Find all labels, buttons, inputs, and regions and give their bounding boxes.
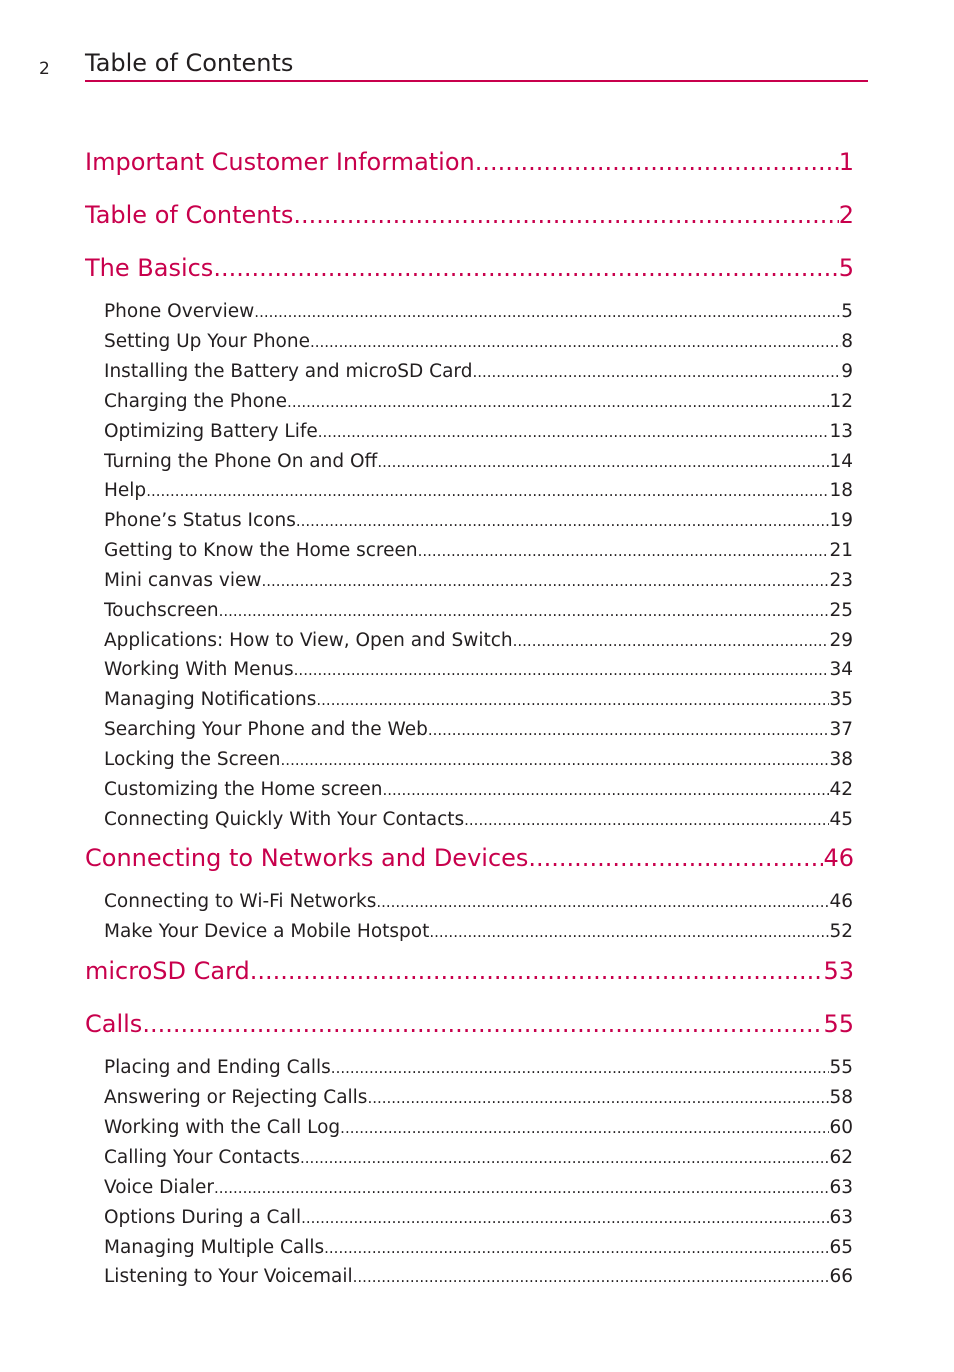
toc-entry-page: 46 (829, 891, 853, 912)
toc-section-home-screen[interactable] (104, 540, 853, 566)
toc-entry-label: Touchscreen (104, 600, 219, 621)
toc-entry-page: 23 (829, 570, 853, 591)
toc-entry-page: 37 (829, 719, 853, 740)
toc-entry-page: 5 (838, 254, 854, 282)
toc-entry-page: 62 (829, 1147, 853, 1168)
toc-entry-page: 55 (829, 1057, 853, 1078)
toc-entry-page: 12 (829, 391, 853, 412)
toc-entry-label: microSD Card (85, 957, 250, 985)
toc-entry-page: 29 (829, 630, 853, 651)
toc-entry-page: 66 (829, 1266, 853, 1287)
toc-entry-page: 21 (829, 540, 853, 561)
toc-section-touchscreen[interactable] (104, 600, 853, 626)
toc-entry-page: 13 (829, 421, 853, 442)
toc-entry-label: Managing Multiple Calls (104, 1237, 325, 1258)
toc-entry-page: 8 (841, 331, 853, 352)
dot-leader (146, 482, 829, 500)
toc-entry-label: Connecting to Networks and Devices (85, 844, 529, 872)
dot-leader (296, 512, 830, 530)
toc-entry-label: Calling Your Contacts (104, 1147, 301, 1168)
dot-leader (472, 363, 841, 381)
dot-leader (300, 1149, 829, 1167)
toc-entry-page: 63 (829, 1207, 853, 1228)
toc-entry-label: Applications: How to View, Open and Switch (104, 630, 513, 651)
toc-section-voicemail[interactable] (104, 1266, 853, 1292)
toc-section-options-during-call[interactable] (104, 1207, 853, 1233)
toc-entry-label: Searching Your Phone and the Web (104, 719, 428, 740)
toc-section-optimizing-battery-life[interactable] (104, 421, 853, 447)
toc-entry-label: Setting Up Your Phone (104, 331, 310, 352)
dot-leader (418, 542, 830, 560)
toc-section-working-with-menus[interactable] (104, 659, 853, 685)
toc-chapter-important-customer-information[interactable] (85, 148, 854, 182)
toc-entry-page: 55 (823, 1010, 854, 1038)
dot-leader (213, 254, 838, 282)
toc-section-turning-phone-on-off[interactable] (104, 451, 853, 477)
toc-entry-page: 65 (829, 1237, 853, 1258)
toc-entry-page: 60 (829, 1117, 853, 1138)
toc-chapter-microsd-card[interactable] (85, 957, 854, 991)
toc-section-multiple-calls[interactable] (104, 1237, 853, 1263)
toc-entry-label: Managing Notifications (104, 689, 317, 710)
toc-section-managing-notifications[interactable] (104, 689, 853, 715)
toc-entry-page: 2 (838, 201, 854, 229)
toc-section-installing-battery[interactable] (104, 361, 853, 387)
dot-leader (316, 691, 829, 709)
toc-entry-label: Placing and Ending Calls (104, 1057, 331, 1078)
toc-entry-label: Important Customer Information (85, 148, 475, 176)
dot-leader (294, 661, 830, 679)
toc-entry-label: Working With Menus (104, 659, 294, 680)
toc-section-mobile-hotspot[interactable] (104, 921, 853, 947)
toc-entry-label: Listening to Your Voicemail (104, 1266, 353, 1287)
toc-section-answering-rejecting[interactable] (104, 1087, 853, 1113)
toc-entry-label: Charging the Phone (104, 391, 288, 412)
toc-chapter-calls[interactable] (85, 1010, 854, 1044)
toc-entry-page: 5 (841, 301, 853, 322)
toc-entry-page: 9 (841, 361, 853, 382)
toc-entry-page: 18 (829, 480, 853, 501)
dot-leader (429, 923, 829, 941)
toc-entry-label: Voice Dialer (104, 1177, 214, 1198)
running-title: Table of Contents (85, 49, 294, 77)
toc-section-call-log[interactable] (104, 1117, 853, 1143)
toc-entry-label: Optimizing Battery Life (104, 421, 318, 442)
toc-entry-label: Locking the Screen (104, 749, 281, 770)
toc-entry-label: Help (104, 480, 147, 501)
page-number: 2 (39, 59, 50, 79)
toc-section-wifi-networks[interactable] (104, 891, 853, 917)
dot-leader (324, 1239, 829, 1257)
toc-entry-page: 53 (823, 957, 854, 985)
toc-entry-label: Customizing the Home screen (104, 779, 383, 800)
dot-leader (250, 957, 824, 985)
toc-entry-label: Phone’s Status Icons (104, 510, 296, 531)
toc-entry-page: 42 (829, 779, 853, 800)
toc-entry-label: Working with the Call Log (104, 1117, 341, 1138)
toc-entry-page: 14 (829, 451, 853, 472)
toc-section-customizing-home-screen[interactable] (104, 779, 853, 805)
dot-leader (353, 1268, 830, 1286)
dot-leader (331, 1059, 830, 1077)
toc-entry-label: Table of Contents (85, 201, 294, 229)
dot-leader (428, 721, 830, 739)
toc-entry-page: 34 (829, 659, 853, 680)
toc-chapter-connecting-networks[interactable] (85, 844, 854, 878)
toc-entry-label: Phone Overview (104, 301, 255, 322)
dot-leader (382, 781, 829, 799)
dot-leader (475, 148, 839, 176)
toc-section-help[interactable] (104, 480, 853, 506)
toc-entry-page: 35 (829, 689, 853, 710)
dot-leader (214, 1179, 829, 1197)
toc-section-calling-contacts[interactable] (104, 1147, 853, 1173)
toc-entry-page: 25 (829, 600, 853, 621)
toc-section-setting-up-your-phone[interactable] (104, 331, 853, 357)
dot-leader (301, 1209, 829, 1227)
toc-entry-page: 63 (829, 1177, 853, 1198)
dot-leader (281, 751, 830, 769)
header-rule (85, 80, 868, 82)
toc-section-connecting-contacts[interactable] (104, 809, 853, 835)
toc-section-applications[interactable] (104, 630, 853, 656)
toc-section-charging-the-phone[interactable] (104, 391, 853, 417)
dot-leader (287, 393, 829, 411)
dot-leader (513, 632, 830, 650)
dot-leader (367, 1089, 829, 1107)
toc-chapter-the-basics[interactable] (85, 254, 854, 288)
toc-entry-label: Calls (85, 1010, 143, 1038)
dot-leader (376, 893, 829, 911)
toc-entry-label: Connecting to Wi-Fi Networks (104, 891, 377, 912)
toc-section-searching[interactable] (104, 719, 853, 745)
dot-leader (262, 572, 830, 590)
toc-entry-label: Mini canvas view (104, 570, 262, 591)
toc-chapter-table-of-contents[interactable] (85, 201, 854, 235)
dot-leader (310, 333, 841, 351)
dot-leader (464, 811, 829, 829)
dot-leader (219, 602, 830, 620)
toc-section-locking-the-screen[interactable] (104, 749, 853, 775)
toc-entry-page: 38 (829, 749, 853, 770)
toc-entry-label: The Basics (85, 254, 214, 282)
toc-entry-label: Turning the Phone On and Off (104, 451, 378, 472)
dot-leader (254, 303, 841, 321)
toc-entry-page: 46 (823, 844, 854, 872)
toc-entry-label: Getting to Know the Home screen (104, 540, 418, 561)
toc-section-voice-dialer[interactable] (104, 1177, 853, 1203)
toc-entry-page: 58 (829, 1087, 853, 1108)
toc-entry-page: 1 (838, 148, 854, 176)
toc-entry-label: Installing the Battery and microSD Card (104, 361, 473, 382)
toc-entry-page: 19 (829, 510, 853, 531)
dot-leader (142, 1010, 823, 1038)
toc-entry-label: Connecting Quickly With Your Contacts (104, 809, 465, 830)
toc-entry-label: Make Your Device a Mobile Hotspot (104, 921, 430, 942)
toc-section-mini-canvas-view[interactable] (104, 570, 853, 596)
toc-section-placing-ending-calls[interactable] (104, 1057, 853, 1083)
dot-leader (293, 201, 838, 229)
dot-leader (377, 453, 829, 471)
dot-leader (340, 1119, 829, 1137)
dot-leader (528, 844, 823, 872)
toc-entry-page: 45 (829, 809, 853, 830)
toc-entry-label: Options During a Call (104, 1207, 302, 1228)
toc-entry-label: Answering or Rejecting Calls (104, 1087, 368, 1108)
dot-leader (318, 423, 830, 441)
toc-section-phone-overview[interactable] (104, 301, 853, 327)
page-header (0, 0, 954, 90)
toc-entry-page: 52 (829, 921, 853, 942)
toc-section-status-icons[interactable] (104, 510, 853, 536)
